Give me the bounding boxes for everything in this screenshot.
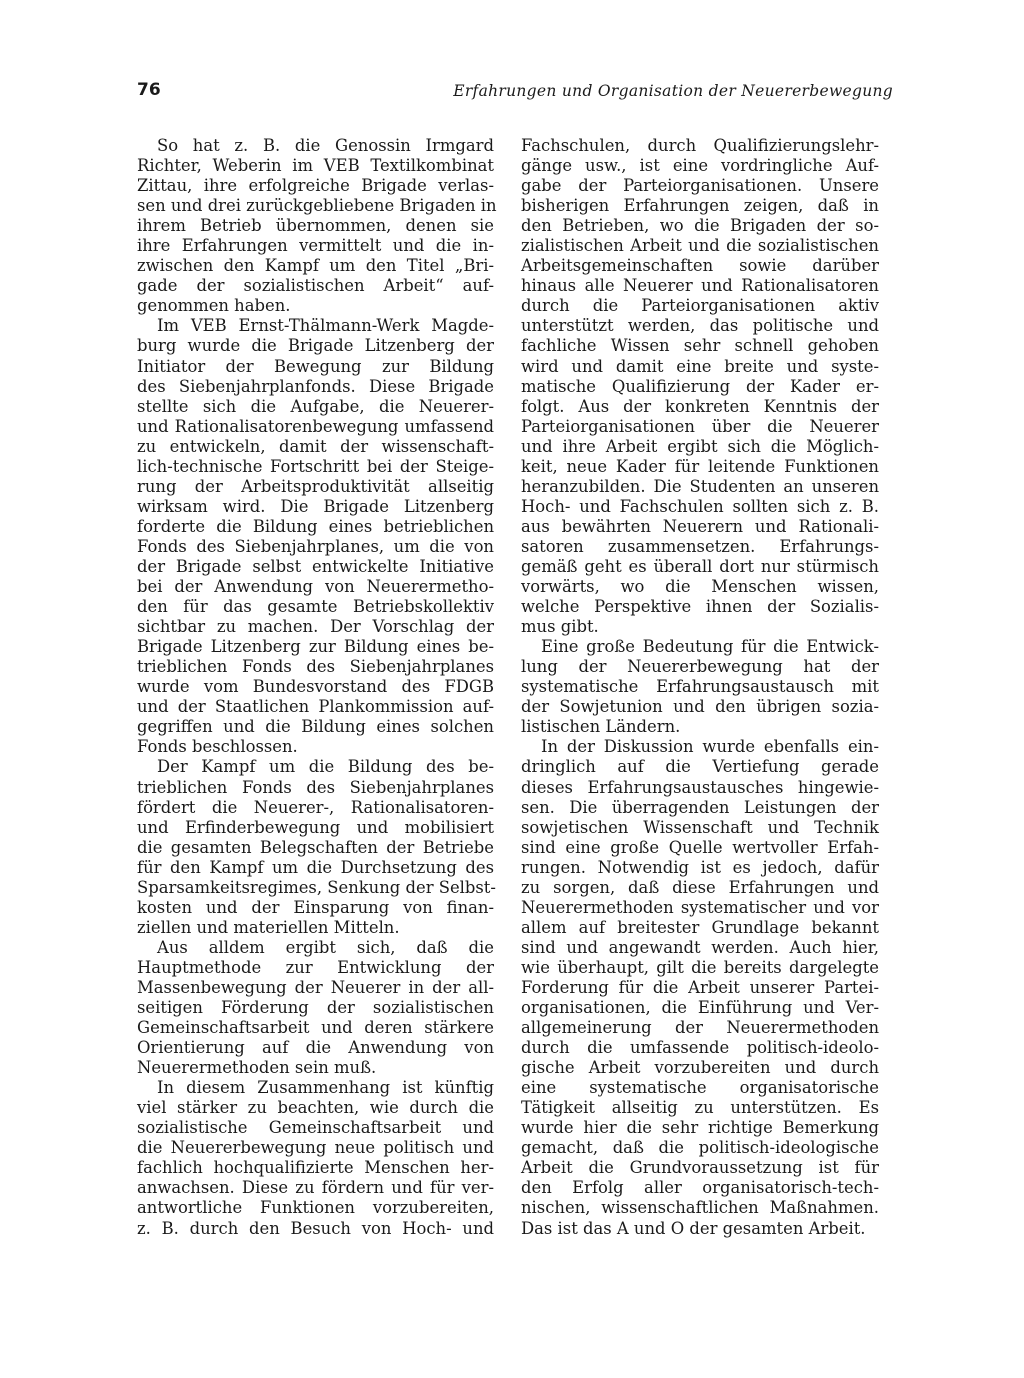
text-line: die Neuererbewegung neue politisch und — [137, 1138, 494, 1158]
text-line: Sparsamkeitsregimes, Senkung der Selbst- — [137, 877, 496, 897]
text-line: Fonds beschlossen. — [137, 737, 298, 757]
text-line: und Erfinderbewegung und mobilisiert — [137, 817, 494, 837]
text-line: welche Perspektive ihnen der Sozialis- — [521, 597, 879, 617]
text-line: ziellen und materiellen Mitteln. — [137, 917, 400, 937]
text-line: anwachsen. Diese zu fördern und für ver- — [137, 1178, 494, 1198]
text-line: burg wurde die Brigade Litzenberg der — [137, 336, 494, 356]
text-line: und ihre Arbeit ergibt sich die Möglich- — [521, 436, 879, 456]
paragraph — [521, 737, 879, 1238]
text-line: trieblichen Fonds des Siebenjahrplanes — [137, 777, 494, 797]
text-line: den für das gesamte Betriebskollektiv — [137, 597, 494, 617]
text-line: Im VEB Ernst-Thälmann-Werk Magde- — [157, 316, 494, 336]
text-line: gänge usw., ist eine vordringliche Auf- — [521, 156, 879, 176]
text-line: Tätigkeit allseitig zu unterstützen. Es — [521, 1098, 879, 1118]
text-line: allem auf breitester Grundlage bekannt — [521, 917, 879, 937]
text-line: wie überhaupt, gilt die bereits dargelegte — [521, 957, 879, 977]
text-line: lich-technische Fortschritt bei der Steige- — [137, 456, 494, 476]
text-line: fachlich hochqualifizierte Menschen her- — [137, 1158, 494, 1178]
text-line: sen. Die überragenden Leistungen der — [521, 797, 879, 817]
text-line: durch die Parteiorganisationen aktiv — [521, 296, 879, 316]
text-line: wurde hier die sehr richtige Bemerkung — [521, 1118, 879, 1138]
text-line: mus gibt. — [521, 617, 599, 637]
text-line: durch die umfassende politisch-ideolo- — [521, 1038, 879, 1058]
paragraph — [521, 136, 879, 637]
paragraph — [521, 637, 879, 737]
text-line: des Siebenjahrplanfonds. Diese Brigade — [137, 376, 494, 396]
text-line: hinaus alle Neuerer und Rationalisatoren — [521, 276, 879, 296]
text-line: So hat z. B. die Genossin Irmgard — [157, 136, 494, 155]
text-line: Massenbewegung der Neuerer in der all- — [137, 977, 494, 997]
text-line: Initiator der Bewegung zur Bildung — [137, 356, 494, 376]
text-line: systematische Erfahrungsaustausch mit — [521, 677, 879, 697]
text-line: Fachschulen, durch Qualifizierungslehr- — [521, 136, 879, 155]
text-line: gemacht, daß die politisch-ideologische — [521, 1138, 879, 1158]
text-line: sen und drei zurückgebliebene Brigaden in — [137, 196, 497, 216]
text-line: sichtbar zu machen. Der Vorschlag der — [137, 617, 494, 637]
text-line: zu sorgen, daß diese Erfahrungen und — [521, 877, 879, 897]
text-line: eine systematische organisatorische — [521, 1078, 879, 1098]
text-line: heranzubilden. Die Studenten an unseren — [521, 476, 879, 496]
text-line: viel stärker zu beachten, wie durch die — [137, 1098, 494, 1118]
text-line: wirksam wird. Die Brigade Litzenberg — [137, 496, 494, 516]
text-line: sowjetischen Wissenschaft und Technik — [521, 817, 879, 837]
text-line: satoren zusammensetzen. Erfahrungs- — [521, 536, 879, 556]
text-line: gegriffen und die Bildung eines solchen — [137, 717, 494, 737]
text-line: wird und damit eine breite und syste- — [521, 356, 879, 376]
text-line: gemäß geht es überall dort nur stürmisch — [521, 556, 879, 576]
text-line: dringlich auf die Vertiefung gerade — [521, 757, 879, 777]
paragraph — [137, 316, 494, 757]
text-line: und der Staatlichen Plankommission auf- — [137, 697, 494, 717]
text-line: Arbeitsgemeinschaften sowie darüber — [521, 256, 879, 276]
text-line: antwortliche Funktionen vorzubereiten, — [137, 1198, 494, 1218]
text-line: vorwärts, wo die Menschen wissen, — [521, 577, 879, 597]
text-line: Fonds des Siebenjahrplanes, um die von — [137, 536, 494, 556]
text-line: z. B. durch den Besuch von Hoch- und — [137, 1218, 494, 1238]
text-line: zu entwickeln, damit der wissenschaft- — [137, 436, 494, 456]
text-line: lung der Neuererbewegung hat der — [521, 657, 879, 677]
text-line: matische Qualifizierung der Kader er- — [521, 376, 879, 396]
text-line: keit, neue Kader für leitende Funktionen — [521, 456, 879, 476]
text-line: fördert die Neuerer-, Rationalisatoren- — [137, 797, 494, 817]
text-line: unterstützt werden, das politische und — [521, 316, 879, 336]
text-line: gabe der Parteiorganisationen. Unsere — [521, 176, 879, 196]
text-line: Eine große Bedeutung für die Entwick- — [541, 637, 879, 657]
text-line: und Rationalisatorenbewegung umfassend — [137, 416, 494, 436]
text-line: nischen, wissenschaftlichen Maßnahmen. — [521, 1198, 879, 1218]
text-line: Orientierung auf die Anwendung von — [137, 1038, 494, 1058]
text-line: seitigen Förderung der sozialistischen — [137, 998, 494, 1018]
text-line: Der Kampf um die Bildung des be- — [157, 757, 494, 777]
text-line: kosten und der Einsparung von finan- — [137, 897, 494, 917]
text-line: Forderung für die Arbeit unserer Partei- — [521, 977, 879, 997]
text-line: Hoch- und Fachschulen sollten sich z. B. — [521, 496, 879, 516]
text-line: listischen Ländern. — [521, 717, 681, 737]
text-line: wurde vom Bundesvorstand des FDGB — [137, 677, 494, 697]
text-line: forderte die Bildung eines betrieblichen — [137, 516, 494, 536]
text-line: trieblichen Fonds des Siebenjahrplanes — [137, 657, 494, 677]
text-line: Zittau, ihre erfolgreiche Brigade verlas- — [137, 176, 494, 196]
text-line: Arbeit die Grundvoraussetzung ist für — [521, 1158, 879, 1178]
page-number: 76 — [137, 80, 161, 100]
page-header — [137, 80, 893, 108]
text-line: für den Kampf um die Durchsetzung des — [137, 857, 494, 877]
text-line: den Betrieben, wo die Brigaden der so- — [521, 216, 879, 236]
text-line: Aus alldem ergibt sich, daß die — [157, 937, 494, 957]
running-head: Erfahrungen und Organisation der Neuererbewegung — [453, 82, 893, 100]
text-line: sind eine große Quelle wertvoller Erfah- — [521, 837, 879, 857]
text-line: Richter, Weberin im VEB Textilkombinat — [137, 156, 494, 176]
text-line: gische Arbeit vorzubereiten und durch — [521, 1058, 879, 1078]
text-line: In diesem Zusammenhang ist künftig — [157, 1078, 494, 1098]
text-line: zwischen den Kampf um den Titel „Bri- — [137, 256, 494, 276]
text-line: rungen. Notwendig ist es jedoch, dafür — [521, 857, 879, 877]
text-line: allgemeinerung der Neuerermethoden — [521, 1018, 879, 1038]
text-line: zialistischen Arbeit und die sozialistischen — [521, 236, 879, 256]
text-line: der Sowjetunion und den übrigen sozia- — [521, 697, 879, 717]
text-line: bisherigen Erfahrungen zeigen, daß in — [521, 196, 879, 216]
text-line: rung der Arbeitsproduktivität allseitig — [137, 476, 494, 496]
text-line: Neuerermethoden sein muß. — [137, 1058, 377, 1078]
paragraph — [137, 757, 494, 937]
text-line: fachliche Wissen sehr schnell gehoben — [521, 336, 879, 356]
text-line: Gemeinschaftsarbeit und deren stärkere — [137, 1018, 494, 1038]
paragraph — [137, 136, 497, 316]
text-line: Brigade Litzenberg zur Bildung eines be- — [137, 637, 494, 657]
text-line: den Erfolg aller organisatorisch-tech- — [521, 1178, 879, 1198]
text-line: Neuerermethoden systematischer und vor — [521, 897, 879, 917]
text-line: Parteiorganisationen über die Neuerer — [521, 416, 879, 436]
text-line: Hauptmethode zur Entwicklung der — [137, 957, 494, 977]
text-line: sozialistische Gemeinschaftsarbeit und — [137, 1118, 494, 1138]
left-column — [137, 136, 497, 1239]
text-line: In der Diskussion wurde ebenfalls ein- — [541, 737, 879, 757]
text-line: genommen haben. — [137, 296, 291, 316]
text-line: aus bewährten Neuerern und Rationali- — [521, 516, 879, 536]
text-line: Das ist das A und O der gesamten Arbeit. — [521, 1218, 866, 1238]
text-line: ihre Erfahrungen vermittelt und die in- — [137, 236, 494, 256]
paragraph — [137, 1078, 494, 1238]
text-line: ihrem Betrieb übernommen, denen sie — [137, 216, 494, 236]
text-line: gade der sozialistischen Arbeit“ auf- — [137, 276, 494, 296]
text-line: die gesamten Belegschaften der Betriebe — [137, 837, 494, 857]
paragraph — [137, 938, 494, 1078]
text-line: organisationen, die Einführung und Ver- — [521, 998, 879, 1018]
text-line: dieses Erfahrungsaustausches hingewie- — [521, 777, 879, 797]
text-line: bei der Anwendung von Neuerermetho- — [137, 577, 494, 597]
text-line: folgt. Aus der konkreten Kenntnis der — [521, 396, 879, 416]
text-line: stellte sich die Aufgabe, die Neuerer- — [137, 396, 494, 416]
text-line: sind und angewandt werden. Auch hier, — [521, 937, 879, 957]
text-line: der Brigade selbst entwickelte Initiative — [137, 556, 494, 576]
right-column — [521, 136, 879, 1239]
